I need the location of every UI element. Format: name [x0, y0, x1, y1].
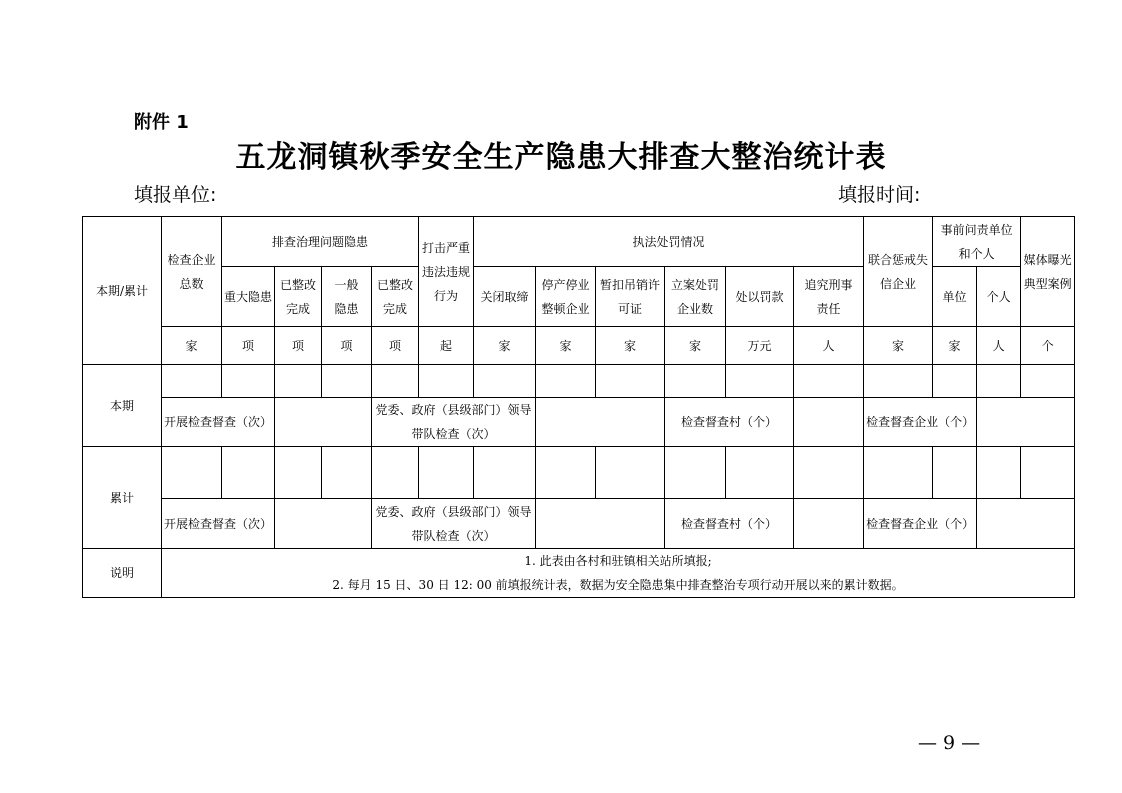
data-cell[interactable] [222, 365, 275, 398]
period-header: 本期/累计 [83, 217, 162, 365]
unit-cell: 家 [864, 327, 933, 365]
unit-cell: 起 [419, 327, 474, 365]
data-cell[interactable] [536, 365, 596, 398]
case-penalty-header: 立案处罚 企业数 [665, 267, 726, 327]
unit-cell: 个 [1021, 327, 1075, 365]
data-cell[interactable] [372, 365, 419, 398]
close-ban-header: 关闭取缔 [474, 267, 536, 327]
enforcement-group-header: 执法处罚情况 [474, 217, 864, 267]
enterprises-inspected-label: 检查督查企业（个） [864, 398, 977, 447]
leaders-inspection-value[interactable] [536, 499, 665, 549]
leaders-inspection-label: 党委、政府（县级部门）领导 带队检查（次） [372, 499, 536, 549]
notes-label: 说明 [83, 549, 162, 598]
acc-person-header: 个人 [977, 267, 1021, 327]
accountability-group-header: 事前问责单位 和个人 [933, 217, 1021, 267]
enterprises-checked-header: 检查企业 总数 [162, 217, 222, 327]
attachment-label: 附件 1 [134, 112, 189, 133]
data-cell[interactable] [596, 447, 665, 499]
general-hazard-header: 一般 隐患 [322, 267, 372, 327]
data-cell[interactable] [162, 365, 222, 398]
data-cell[interactable] [536, 447, 596, 499]
leaders-inspection-label: 党委、政府（县级部门）领导 带队检查（次） [372, 398, 536, 447]
data-cell[interactable] [275, 447, 322, 499]
fill-unit-label: 填报单位: [134, 184, 217, 206]
hazards-group-header: 排查治理问题隐患 [222, 217, 419, 267]
data-cell[interactable] [665, 447, 726, 499]
cumulative-period-label: 累计 [83, 447, 162, 549]
data-cell[interactable] [726, 447, 794, 499]
enterprises-inspected-label: 检查督查企业（个） [864, 499, 977, 549]
data-cell[interactable] [794, 365, 864, 398]
unit-cell: 家 [474, 327, 536, 365]
unit-cell: 项 [372, 327, 419, 365]
data-cell[interactable] [596, 365, 665, 398]
data-cell[interactable] [794, 447, 864, 499]
data-cell[interactable] [864, 447, 933, 499]
unit-cell: 万元 [726, 327, 794, 365]
enterprises-inspected-value[interactable] [977, 398, 1075, 447]
unit-cell: 人 [794, 327, 864, 365]
inspections-count-value[interactable] [275, 499, 372, 549]
data-cell[interactable] [222, 447, 275, 499]
crackdown-header: 打击严重 违法违规 行为 [419, 217, 474, 327]
inspections-count-label: 开展检查督查（次） [162, 398, 275, 447]
data-cell[interactable] [1021, 447, 1075, 499]
villages-checked-label: 检查督查村（个） [665, 499, 794, 549]
enterprises-inspected-value[interactable] [977, 499, 1075, 549]
data-cell[interactable] [977, 447, 1021, 499]
data-cell[interactable] [275, 365, 322, 398]
notes-content [162, 549, 1075, 598]
note-line-2: 2. 每月 15 日、30 日 12: 00 前填报统计表，数据为安全隐患集中排查整治专项行动开展以来的累计数据。 [332, 578, 904, 592]
major-hazard-header: 重大隐患 [222, 267, 275, 327]
data-cell[interactable] [1021, 365, 1075, 398]
statistics-table [82, 216, 1075, 598]
unit-cell: 家 [162, 327, 222, 365]
data-cell[interactable] [977, 365, 1021, 398]
data-cell[interactable] [933, 447, 977, 499]
data-cell[interactable] [419, 447, 474, 499]
data-cell[interactable] [933, 365, 977, 398]
acc-unit-header: 单位 [933, 267, 977, 327]
joint-punish-header: 联合惩戒失 信企业 [864, 217, 933, 327]
unit-cell: 项 [322, 327, 372, 365]
document-title: 五龙洞镇秋季安全生产隐患大排查大整治统计表 [235, 140, 887, 175]
data-cell[interactable] [162, 447, 222, 499]
data-cell[interactable] [474, 447, 536, 499]
revoke-license-header: 暂扣吊销许 可证 [596, 267, 665, 327]
villages-checked-value[interactable] [794, 398, 864, 447]
media-header: 媒体曝光 典型案例 [1021, 217, 1075, 327]
current-period-label: 本期 [83, 365, 162, 447]
inspections-count-value[interactable] [275, 398, 372, 447]
villages-checked-value[interactable] [794, 499, 864, 549]
unit-cell: 家 [665, 327, 726, 365]
suspend-rectify-header: 停产停业 整顿企业 [536, 267, 596, 327]
note-line-1: 1. 此表由各村和驻镇相关站所填报; [524, 554, 712, 568]
data-cell[interactable] [322, 365, 372, 398]
criminal-header: 追究刑事 责任 [794, 267, 864, 327]
data-cell[interactable] [864, 365, 933, 398]
general-rectified-header: 已整改 完成 [372, 267, 419, 327]
unit-cell: 人 [977, 327, 1021, 365]
data-cell[interactable] [665, 365, 726, 398]
fill-time-label: 填报时间: [838, 184, 921, 206]
villages-checked-label: 检查督查村（个） [665, 398, 794, 447]
unit-cell: 项 [275, 327, 322, 365]
data-cell[interactable] [419, 365, 474, 398]
data-cell[interactable] [322, 447, 372, 499]
fine-header: 处以罚款 [726, 267, 794, 327]
data-cell[interactable] [372, 447, 419, 499]
unit-cell: 项 [222, 327, 275, 365]
data-cell[interactable] [726, 365, 794, 398]
inspections-count-label: 开展检查督查（次） [162, 499, 275, 549]
unit-cell: 家 [596, 327, 665, 365]
unit-cell: 家 [536, 327, 596, 365]
page-number: — 9 — [918, 732, 981, 754]
major-rectified-header: 已整改 完成 [275, 267, 322, 327]
leaders-inspection-value[interactable] [536, 398, 665, 447]
data-cell[interactable] [474, 365, 536, 398]
unit-cell: 家 [933, 327, 977, 365]
